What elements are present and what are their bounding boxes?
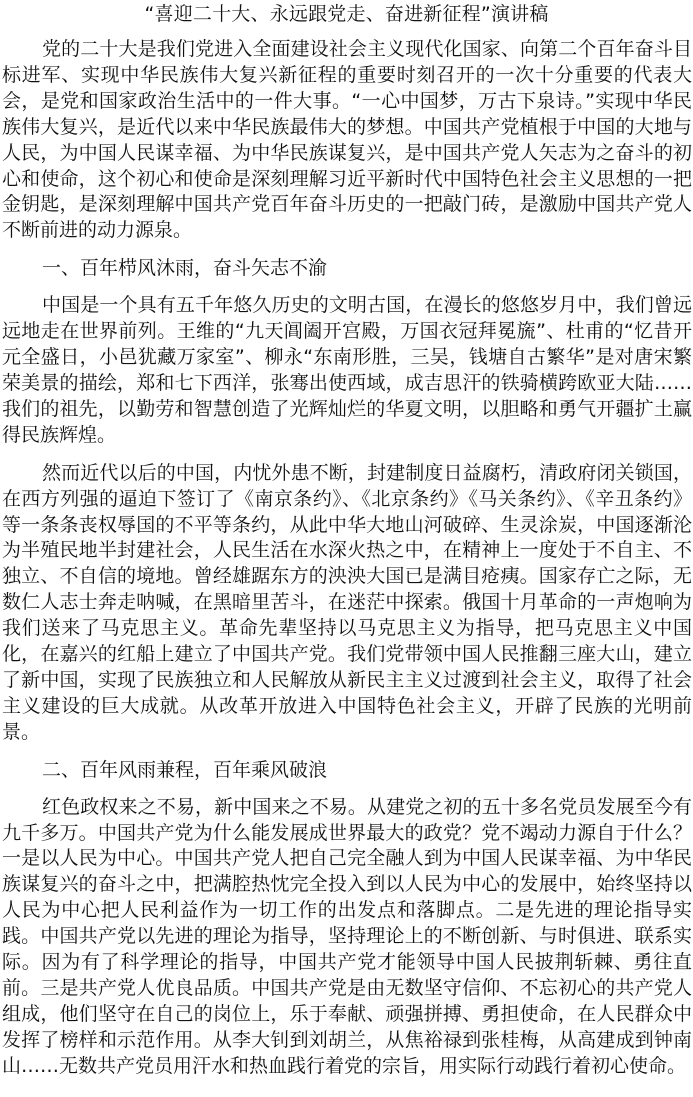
paragraph-party-development: 红色政权来之不易，新中国来之不易。从建党之初的五十多名党员发展至今有九千多万。中国共产党为什么能发展成世界最大的政党？党不竭动力源自于什么？一是以人民为中心。中国共产党人把自己完全融人到为中国人民谋幸福、为中华民族谋复兴的奋斗之中，把满腔热忱完全投入到以人民为中心的发展中，始终坚持以人民为中心把人民利益作为一切工作的出发点和落脚点。二是先进的理论指导实践。中国共产党以先进的理论为指导，坚持理论上的不断创新、与时俱进、联系实际。因为有了科学理论的指导，中国共产党才能领导中国人民披荆斩棘、勇往直前。三是共产党人优良品质。中国共产党是由无数坚守信仰、不忘初心的共产党人组成，他们坚守在自己的岗位上，乐于奉献、顽强拼搏、勇担使命，在人民群众中发挥了榜样和示范作用。从李大钊到刘胡兰，从焦裕禄到张桂梅，从高建成到钟南山……无数共产党员用汗水和热血践行着党的宗旨，用实际行动践行着初心使命。 [2, 795, 692, 1077]
section-heading-1: 一、百年栉风沐雨，奋斗矢志不渝 [42, 257, 328, 280]
section-heading-2: 二、百年风雨兼程，百年乘风破浪 [42, 758, 328, 781]
paragraph-history: 中国是一个具有五千年悠久历史的文明古国，在漫长的悠悠岁月中，我们曾远远地走在世界前列。王维的“九天阊阖开宫殿，万国衣冠拜冕旒”、杜甫的“忆昔开元全盛日，小邑犹藏万家室”、柳永“东南形胜，三吴，钱塘自古繁华”是对唐宋繁荣美景的描绘，郑和七下西洋，张骞出使西域，成吉思汗的铁骑横跨欧亚大陆……我们的祖先，以勤劳和智慧创造了光辉灿烂的华夏文明，以胆略和勇气开疆扩土赢得民族辉煌。 [2, 294, 692, 446]
paragraph-intro: 党的二十大是我们党进入全面建设社会主义现代化国家、向第二个百年奋斗目标进军、实现中华民族伟大复兴新征程的重要时刻召开的一次十分重要的代表大会，是党和国家政治生活中的一件大事。“一心中国梦，万古下泉诗。”实现中华民族伟大复兴，是近代以来中华民族最伟大的梦想。中国共产党植根于中国的大地与人民，为中国人民谋幸福、为中华民族谋复兴，是中国共产党人矢志为之奋斗的初心和使命，这个初心和使命是深刻理解习近平新时代中国特色社会主义思想的一把金钥匙，是深刻理解中国共产党百年奋斗历史的一把敲门砖，是激励中国共产党人不断前进的动力源泉。 [2, 38, 692, 242]
document-title: “喜迎二十大、永远跟党走、奋进新征程”演讲稿 [144, 3, 549, 25]
paragraph-modern-history: 然而近代以后的中国，内忧外患不断，封建制度日益腐朽，清政府闭关锁国，在西方列强的逼迫下签订了《南京条约》、《北京条约》《马关条约》、《辛丑条约》等一条条丧权辱国的不平等条约，从此中华大地山河破碎、生灵涂炭，中国逐渐沦为半殖民地半封建社会，人民生活在水深火热之中，在精神上一度处于不自主、不独立、不自信的境地。曾经雄踞东方的泱泱大国已是满目疮痍。国家存亡之际，无数仁人志士奔走呐喊，在黑暗里苦斗，在迷茫中探索。俄国十月革命的一声炮响为我们送来了马克思主义。革命先辈坚持以马克思主义为指导，把马克思主义中国化，在嘉兴的红船上建立了中国共产党。我们党带领中国人民推翻三座大山，建立了新中国，实现了民族独立和人民解放从新民主主义过渡到社会主义，取得了社会主义建设的巨大成就。从改革开放进入中国特色社会主义，开辟了民族的光明前景。 [2, 461, 692, 743]
